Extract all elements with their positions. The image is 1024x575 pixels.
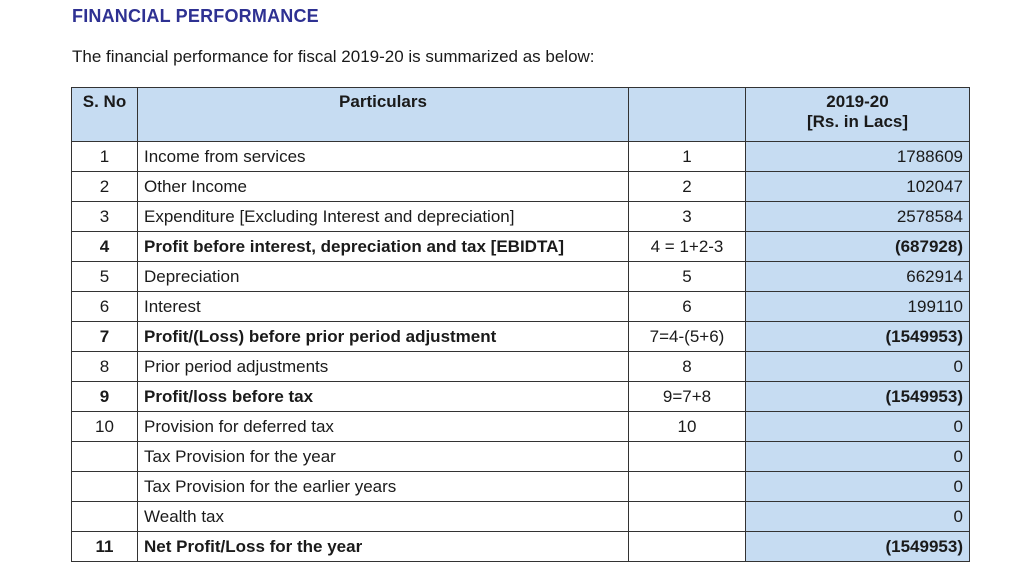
row-calc: 10: [629, 412, 746, 442]
table-header-row: [72, 88, 970, 142]
header-value-unit: [Rs. in Lacs]: [806, 112, 909, 131]
row-value: (1549953): [746, 382, 970, 412]
row-calc: [629, 532, 746, 562]
row-value: 0: [746, 502, 970, 532]
table-row: [72, 232, 970, 262]
row-particular: Other Income: [138, 172, 629, 202]
row-value: 0: [746, 472, 970, 502]
financial-performance-table: [71, 87, 970, 562]
row-value: (1549953): [746, 322, 970, 352]
row-particular: Profit/(Loss) before prior period adjustment: [138, 322, 629, 352]
table-row: [72, 502, 970, 532]
row-sno: [72, 442, 138, 472]
row-sno: 10: [72, 412, 138, 442]
row-value: (1549953): [746, 532, 970, 562]
header-calc: [629, 88, 746, 142]
header-sno: S. No: [72, 88, 138, 142]
table-row: [72, 412, 970, 442]
row-calc: 8: [629, 352, 746, 382]
row-sno: 1: [72, 142, 138, 172]
header-value-year: 2019-20: [826, 92, 889, 111]
row-particular: Tax Provision for the year: [138, 442, 629, 472]
row-sno: 8: [72, 352, 138, 382]
row-calc: 9=7+8: [629, 382, 746, 412]
row-particular: Net Profit/Loss for the year: [138, 532, 629, 562]
row-sno: 9: [72, 382, 138, 412]
table-row: [72, 442, 970, 472]
row-particular: Depreciation: [138, 262, 629, 292]
row-calc: [629, 472, 746, 502]
row-sno: 11: [72, 532, 138, 562]
row-particular: Expenditure [Excluding Interest and depreciation]: [138, 202, 629, 232]
row-particular: Provision for deferred tax: [138, 412, 629, 442]
table-row: [72, 532, 970, 562]
header-value: [746, 88, 970, 142]
table-row: [72, 202, 970, 232]
row-value: 0: [746, 412, 970, 442]
table-row: [72, 142, 970, 172]
row-calc: 2: [629, 172, 746, 202]
row-sno: 4: [72, 232, 138, 262]
table-row: [72, 472, 970, 502]
row-value: 0: [746, 442, 970, 472]
row-value: 102047: [746, 172, 970, 202]
table-row: [72, 172, 970, 202]
row-particular: Wealth tax: [138, 502, 629, 532]
table-row: [72, 262, 970, 292]
row-value: 0: [746, 352, 970, 382]
row-sno: 2: [72, 172, 138, 202]
row-sno: 6: [72, 292, 138, 322]
table-row: [72, 352, 970, 382]
row-value: 2578584: [746, 202, 970, 232]
row-calc: 7=4-(5+6): [629, 322, 746, 352]
row-sno: 5: [72, 262, 138, 292]
row-value: 199110: [746, 292, 970, 322]
row-particular: Profit/loss before tax: [138, 382, 629, 412]
table-row: [72, 382, 970, 412]
intro-text: The financial performance for fiscal 2019-20 is summarized as below:: [72, 47, 595, 66]
row-calc: 4 = 1+2-3: [629, 232, 746, 262]
header-particulars: Particulars: [138, 88, 629, 142]
row-value: (687928): [746, 232, 970, 262]
row-sno: [72, 502, 138, 532]
table-row: [72, 322, 970, 352]
row-value: 662914: [746, 262, 970, 292]
row-calc: 5: [629, 262, 746, 292]
row-particular: Tax Provision for the earlier years: [138, 472, 629, 502]
table-row: [72, 292, 970, 322]
row-particular: Profit before interest, depreciation and tax [EBIDTA]: [138, 232, 629, 262]
row-particular: Prior period adjustments: [138, 352, 629, 382]
row-sno: [72, 472, 138, 502]
row-sno: 7: [72, 322, 138, 352]
row-particular: Interest: [138, 292, 629, 322]
row-calc: 6: [629, 292, 746, 322]
section-heading: FINANCIAL PERFORMANCE: [72, 6, 319, 26]
row-calc: [629, 502, 746, 532]
row-calc: 1: [629, 142, 746, 172]
row-particular: Income from services: [138, 142, 629, 172]
row-calc: 3: [629, 202, 746, 232]
row-value: 1788609: [746, 142, 970, 172]
row-calc: [629, 442, 746, 472]
row-sno: 3: [72, 202, 138, 232]
